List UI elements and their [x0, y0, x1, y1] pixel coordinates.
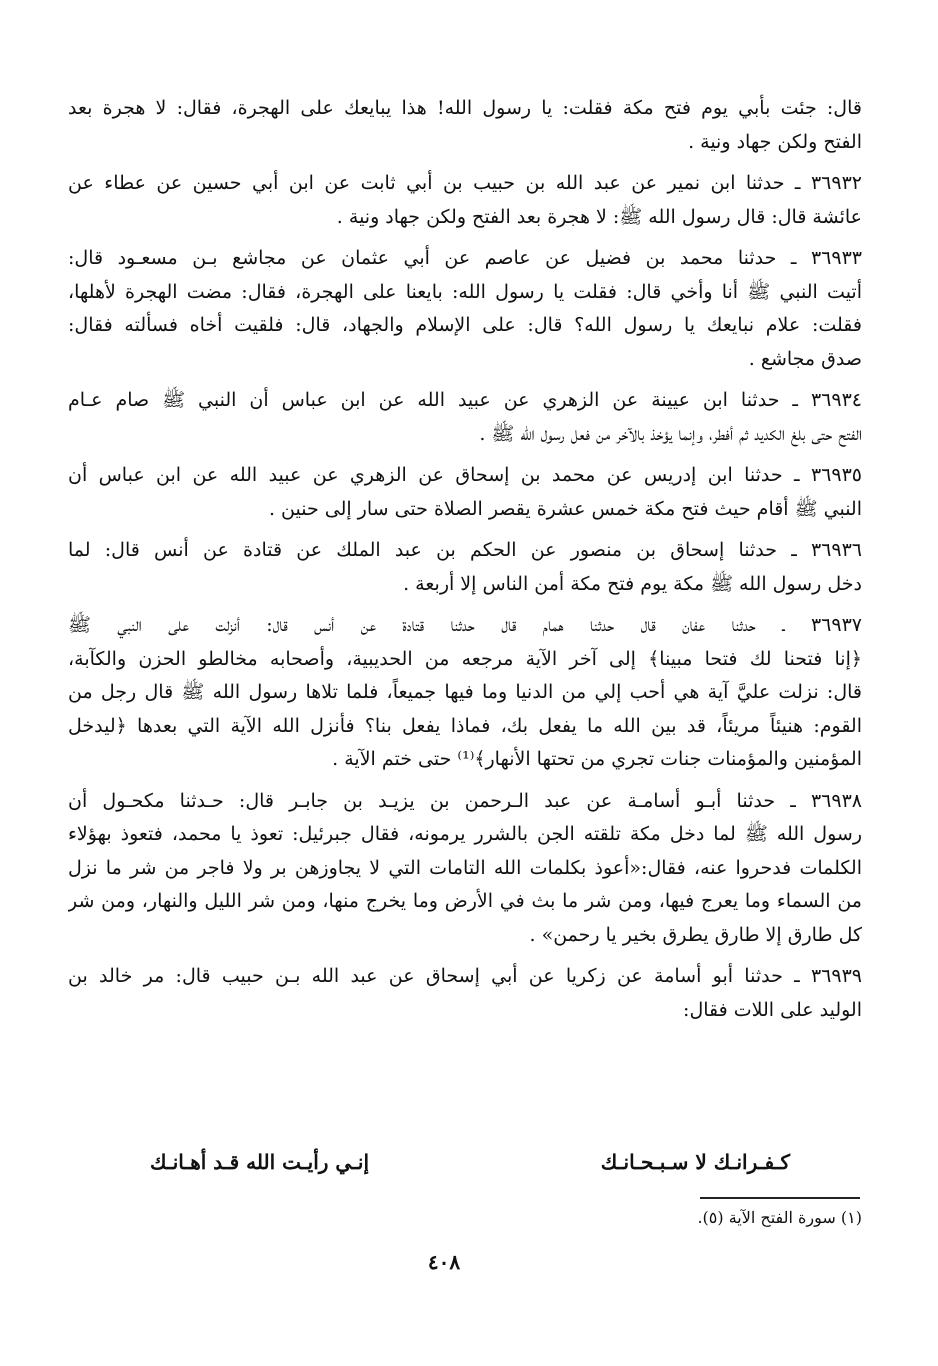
- text-line: ٣٦٩٣٣ ـ حدثنا محمد بن فضيل عن عاصم عن أبي عثمان عن مجاشع بـن مسعـود قال:: [68, 247, 862, 269]
- poetry-verse: [150, 1150, 790, 1174]
- text-line: ٣٦٩٣٦ ـ حدثنا إسحاق بن منصور عن الحكم بن عبد الملك عن قتادة عن أنس قال: لما: [68, 539, 862, 561]
- hadith-36933: [68, 242, 862, 376]
- hadith-36932: [68, 167, 862, 234]
- text-line: فقلت: علام نبايعك يا رسول الله؟ قال: على الإسلام والجهاد، قال: فلقيت أخاه فسألته فقال:: [68, 314, 862, 336]
- text-line: دخل رسول الله ﷺ مكة يوم فتح مكة أمن الناس إلا أربعة .: [403, 572, 862, 595]
- hadith-36938: [68, 785, 862, 953]
- text-line: الكلمات فدحروا عنه، فقال:«أعوذ بكلمات الله التامات التي لا يجاوزهن بر ولا فاجر من شر ما نزل: [68, 856, 862, 879]
- text-line: رسول الله ﷺ لما دخل مكة تلقته الجن بالشرر يرمونه، فقال جبرئيل: تعوذ يا محمد، فتعوذ بهؤلاء: [68, 823, 862, 845]
- text-line: أتيت النبي ﷺ أنا وأخي قال: فقلت يا رسول الله: بايعنا على الهجرة، فقال: مضت الهجرة لأهلها،: [68, 280, 862, 303]
- text-line: ٣٦٩٣٤ ـ حدثنا ابن عيينة عن الزهري عن عبيد الله عن ابن عباس أن النبي ﷺ صام عـام: [68, 389, 862, 411]
- text-line: قال: نزلت عليَّ آية هي أحب إلي من الدنيا وما فيها جميعاً، فلما تلاها رسول الله ﷺ قال رجل من: [68, 681, 862, 703]
- text-line: عائشة قال: قال رسول الله ﷺ: لا هجرة بعد الفتح ولكن جهاد ونية .: [336, 205, 862, 228]
- text-line: المؤمنين والمؤمنات جنات تجري من تحتها الأنهار﴾⁽¹⁾ حتى ختم الآية .: [332, 748, 862, 770]
- text-line: كل طارق إلا طارق يطرق بخير يا رحمن» .: [529, 923, 862, 946]
- text-line: ٣٦٩٣٨ ـ حدثنا أبـو أسامـة عن عبد الـرحمن بن يزيـد بن جابـر قال: حـدثنا مكحـول أن: [68, 789, 862, 812]
- text-line: ﴿إنا فتحنا لك فتحا مبينا﴾ إلى آخر الآية مرجعه من الحديبية، وأصحابه مخالطو الحزن والكآبة،: [68, 647, 862, 670]
- text-line: ٣٦٩٣٧ ـ حدثنا عفان قال حدثنا همام قال حدثنا قتادة عن أنس قال: أنزلت على النبي ﷺ: [68, 614, 862, 636]
- hadith-36939: [68, 960, 862, 1027]
- page-body: [68, 92, 862, 1033]
- page-number: ٤٠٨: [427, 1250, 461, 1274]
- text-line: القوم: هنيئاً مريئاً، قد بين الله ما يفعل بك، فماذا يفعل بنا؟ فأنزل الله الآية التي بعدها ﴿ليدخل: [68, 714, 862, 737]
- verse-first-hemistich: كـفـرانـك لا سـبـحـانـك: [600, 1150, 790, 1174]
- hadith-36934: [68, 384, 862, 451]
- text-line: الفتح حتى بلغ الكديد ثم أفطر، وإنما يؤخذ بالآخر من فعل رسول الله ﷺ .: [479, 422, 862, 445]
- text-line: الوليد على اللات فقال:: [683, 998, 862, 1021]
- verse-second-hemistich: إنـي رأيـت الله قـد أهـانـك: [150, 1150, 370, 1174]
- paragraph-1: [68, 92, 862, 159]
- hadith-36935: [68, 459, 862, 526]
- text-line: ٣٦٩٣٢ ـ حدثنا ابن نمير عن عبد الله بن حبيب بن أبي ثابت عن ابن أبي حسين عن عطاء عن: [68, 172, 862, 194]
- hadith-36937: [68, 609, 862, 777]
- footnote-divider: [700, 1197, 860, 1199]
- text-line: ٣٦٩٣٥ ـ حدثنا ابن إدريس عن محمد بن إسحاق عن الزهري عن عبيد الله عن ابن عباس أن: [68, 464, 862, 486]
- text-line: من السماء وما يعرج فيها، ومن شر ما بث في الأرض وما يخرج منها، ومن شر الليل والنهار، ومن شر: [68, 890, 862, 912]
- text-line: قال: جئت بأبي يوم فتح مكة فقلت: يا رسول الله! هذا يبايعك على الهجرة، فقال: لا هجرة بعد: [68, 97, 862, 119]
- hadith-36936: [68, 534, 862, 601]
- text-line: صدق مجاشع .: [748, 347, 862, 370]
- text-line: النبي ﷺ أقام حيث فتح مكة خمس عشرة يقصر الصلاة حتى سار إلى حنين .: [268, 497, 862, 520]
- footnote: (١) سورة الفتح الآية (٥).: [697, 1208, 862, 1227]
- text-line: ٣٦٩٣٩ ـ حدثنا أبو أسامة عن زكريا عن أبي إسحاق عن عبد الله بـن حبيب قال: مر خالد بن: [68, 965, 862, 987]
- text-line: الفتح ولكن جهاد ونية .: [688, 130, 862, 153]
